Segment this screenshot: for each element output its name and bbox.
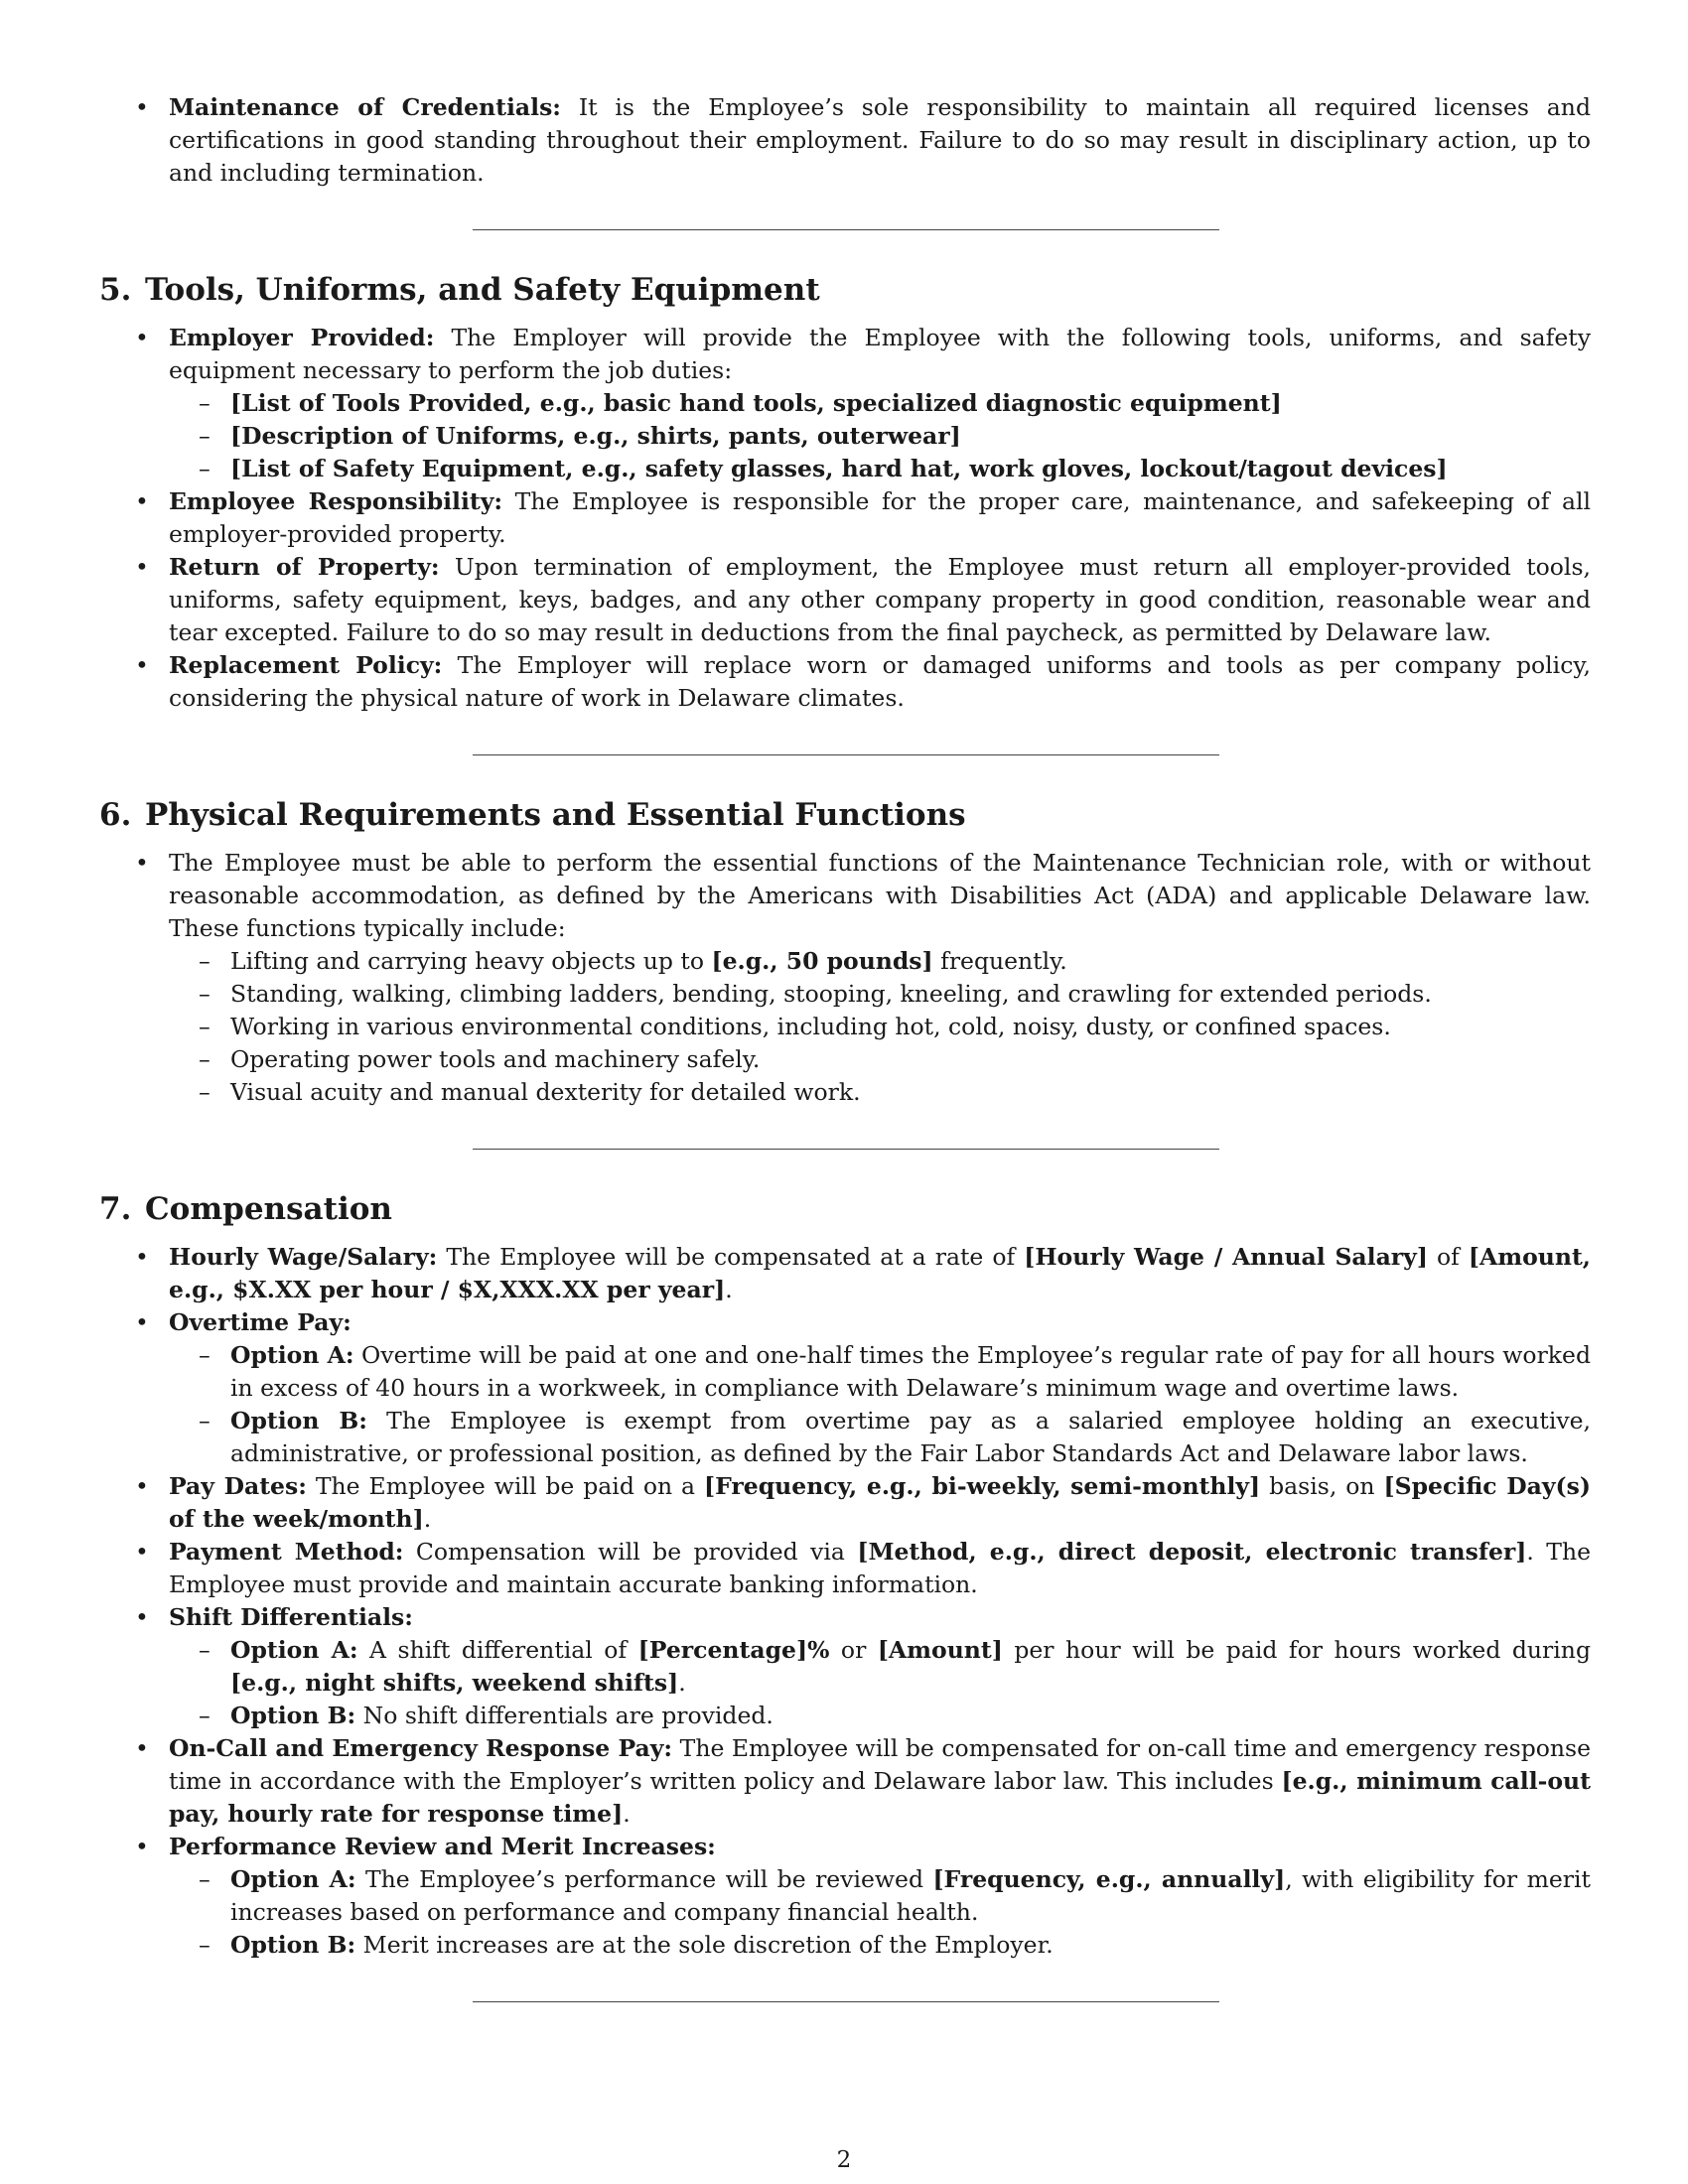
list-item: • Overtime Pay: – Option A: Overtime will be paid at one and one-half times the Employee’s regular rate of pay for all hours worked in excess of 40 hours in a workweek, in compliance with Delaware’s minimum wage and overtime laws. – Option B: The Employee is exempt from overtime pay as a salaried employee holding an executive, administrative, or professional position, as defined by the Fair Labor Standards Act and Delaware labor laws. [99, 1306, 1591, 1470]
list-item: – Working in various environmental conditions, including hot, cold, noisy, dusty, or confined spaces. [169, 1011, 1591, 1043]
shift-options [169, 1634, 1591, 1732]
list-item: – Option B: The Employee is exempt from overtime pay as a salaried employee holding an executive, administrative, or professional position, as defined by the Fair Labor Standards Act and Delaware labor laws. [169, 1405, 1591, 1470]
list-item: – Option A: Overtime will be paid at one and one-half times the Employee’s regular rate of pay for all hours worked in excess of 40 hours in a workweek, in compliance with Delaware’s minimum wage and overtime laws. [169, 1339, 1591, 1405]
section-divider [473, 2001, 1219, 2002]
list-item: – Lifting and carrying heavy objects up to [e.g., 50 pounds] frequently. [169, 945, 1591, 978]
overtime-options [169, 1339, 1591, 1470]
list-item: • Employer Provided: The Employer will provide the Employee with the following tools, uniforms, and safety equipment necessary to perform the job duties: – [List of Tools Provided, e.g., basic hand tools, specialized diagnostic equipment] – [Description of Uniforms, e.g., shirts, pants, outerwear] – [List of Safety Equipment, e.g., safety glasses, hard hat, work gloves, lockout/tagout devices] [99, 322, 1591, 485]
list-item: • Hourly Wage/Salary: The Employee will be compensated at a rate of [Hourly Wage / Annual Salary] of [Amount, e.g., $X.XX per hour / $X,XXX.XX per year]. [99, 1241, 1591, 1306]
list-item: • Payment Method: Compensation will be provided via [Method, e.g., direct deposit, electronic transfer]. The Employee must provide and maintain accurate banking information. [99, 1536, 1591, 1601]
list-item: • Pay Dates: The Employee will be paid on a [Frequency, e.g., bi-weekly, semi-monthly] basis, on [Specific Day(s) of the week/month]. [99, 1470, 1591, 1536]
section-heading-7: 7. Compensation [99, 1191, 392, 1227]
list-item: – Option B: Merit increases are at the sole discretion of the Employer. [169, 1929, 1591, 1962]
section-divider [473, 1149, 1219, 1150]
list-item: – [List of Safety Equipment, e.g., safety glasses, hard hat, work gloves, lockout/tagout devices] [169, 453, 1591, 485]
list-item: • On-Call and Emergency Response Pay: The Employee will be compensated for on-call time and emergency response time in accordance with the Employer’s written policy and Delaware labor law. This includes [e.g., minimum call-out pay, hourly rate for response time]. [99, 1732, 1591, 1831]
list-item: – [Description of Uniforms, e.g., shirts, pants, outerwear] [169, 420, 1591, 453]
list-item: – Operating power tools and machinery safely. [169, 1043, 1591, 1076]
item-label: Maintenance of Credentials: [169, 93, 561, 121]
document-page [99, 91, 1591, 2042]
section-heading-5: 5. Tools, Uniforms, and Safety Equipment [99, 272, 820, 308]
list-item: – [List of Tools Provided, e.g., basic hand tools, specialized diagnostic equipment] [169, 387, 1591, 420]
section-divider [473, 754, 1219, 755]
section5-list [99, 322, 1591, 715]
functions-list [169, 945, 1591, 1109]
list-item [99, 91, 1591, 190]
review-options [169, 1863, 1591, 1962]
section-divider [473, 229, 1219, 230]
provided-items-list [169, 387, 1591, 485]
section6-list [99, 847, 1591, 1109]
list-item: • Replacement Policy: The Employer will replace worn or damaged uniforms and tools as per company policy, considering the physical nature of work in Delaware climates. [99, 649, 1591, 715]
list-item: – Option A: A shift differential of [Percentage]% or [Amount] per hour will be paid for hours worked during [e.g., night shifts, weekend shifts]. [169, 1634, 1591, 1700]
list-item: • Employee Responsibility: The Employee is responsible for the proper care, maintenance, and safekeeping of all employer-provided property. [99, 485, 1591, 551]
list-item: • Return of Property: Upon termination of employment, the Employee must return all employer-provided tools, uniforms, safety equipment, keys, badges, and any other company property in good condition, reasonable wear and tear excepted. Failure to do so may result in deductions from the final paycheck, as permitted by Delaware law. [99, 551, 1591, 649]
list-item: – Option A: The Employee’s performance will be reviewed [Frequency, e.g., annually], with eligibility for merit increases based on performance and company financial health. [169, 1863, 1591, 1929]
item-text: It is the Employee’s sole responsibility to maintain all required licenses and certifications in good standing throughout their employment. Failure to do so may result in disciplinary action, up to and including termination. [169, 93, 1591, 187]
section-heading-6: 6. Physical Requirements and Essential Functions [99, 797, 966, 833]
list-item: – Standing, walking, climbing ladders, bending, stooping, kneeling, and crawling for extended periods. [169, 978, 1591, 1011]
credentials-list [99, 91, 1591, 190]
list-item: – Option B: No shift differentials are provided. [169, 1700, 1591, 1732]
list-item: • Shift Differentials: – Option A: A shift differential of [Percentage]% or [Amount] per hour will be paid for hours worked during [e.g., night shifts, weekend shifts]. – Option B: No shift differentials are provided. [99, 1601, 1591, 1732]
section7-list [99, 1241, 1591, 1962]
page-number: 2 [836, 2147, 852, 2173]
list-item: • Performance Review and Merit Increases: – Option A: The Employee’s performance will be reviewed [Frequency, e.g., annually], with eligibility for merit increases based on performance and company financial health. – Option B: Merit increases are at the sole discretion of the Employer. [99, 1831, 1591, 1962]
list-item: • The Employee must be able to perform the essential functions of the Maintenance Technician role, with or without reasonable accommodation, as defined by the Americans with Disabilities Act (ADA) and applicable Delaware law. These functions typically include: – Lifting and carrying heavy objects up to [e.g., 50 pounds] frequently. – Standing, walking, climbing ladders, bending, stooping, kneeling, and crawling for extended periods. – Working in various environmental conditions, including hot, cold, noisy, dusty, or confined spaces. – Operating power tools and machinery safely. – Visual acuity and manual dexterity for detailed work. [99, 847, 1591, 1109]
list-item: – Visual acuity and manual dexterity for detailed work. [169, 1076, 1591, 1109]
